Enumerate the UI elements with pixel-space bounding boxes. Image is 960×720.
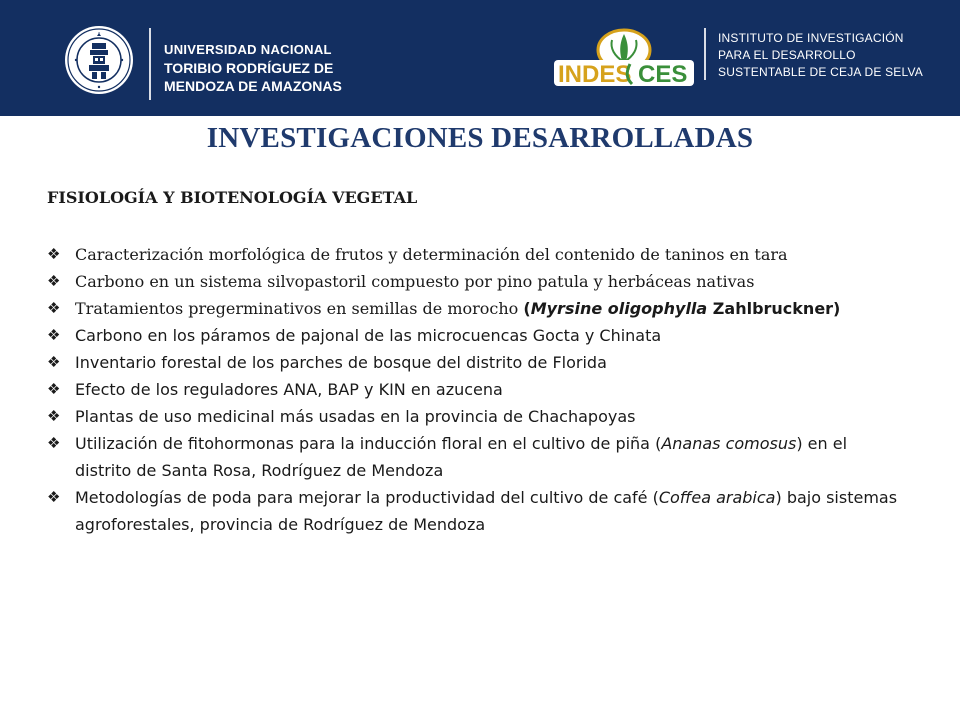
list-item bbox=[47, 323, 907, 350]
university-name-line2: TORIBIO RODRÍGUEZ DE bbox=[164, 60, 334, 76]
header-divider-left bbox=[149, 28, 151, 100]
institute-name-line1: INSTITUTO DE INVESTIGACIÓN bbox=[718, 31, 904, 45]
diamond-bullet-icon: ❖ bbox=[47, 300, 61, 317]
species-name: Ananas comosus bbox=[661, 434, 797, 453]
species-name: Myrsine oligophylla bbox=[530, 299, 708, 318]
list-item-text: Efecto de los reguladores ANA, BAP y KIN en azucena bbox=[75, 380, 503, 399]
list-item-text: ) bajo sistemas agroforestales, provincia de Rodríguez de Mendoza bbox=[75, 488, 898, 534]
university-seal-logo bbox=[64, 25, 134, 95]
diamond-bullet-icon: ❖ bbox=[47, 435, 61, 452]
institute-name-line3: SUSTENTABLE DE CEJA DE SELVA bbox=[718, 65, 923, 79]
list-item bbox=[47, 404, 907, 431]
list-item-text: Carbono en un sistema silvopastoril compuesto por pino patula y herbáceas nativas bbox=[75, 272, 755, 291]
section-title: FISIOLOGÍA Y BIOTENOLOGÍA VEGETAL bbox=[47, 188, 418, 207]
list-item-text: Zahlbruckner) bbox=[707, 299, 841, 318]
university-name-line3: MENDOZA DE AMAZONAS bbox=[164, 78, 342, 94]
diamond-bullet-icon: ❖ bbox=[47, 489, 61, 506]
page-title: INVESTIGACIONES DESARROLLADAS bbox=[206, 122, 754, 154]
list-item bbox=[47, 485, 907, 539]
header-banner bbox=[0, 0, 960, 116]
svg-text:•: • bbox=[97, 30, 101, 36]
institute-name bbox=[718, 30, 923, 81]
list-item-text: Metodologías de poda para mejorar la productividad del cultivo de café ( bbox=[75, 488, 659, 507]
list-item bbox=[47, 377, 907, 404]
indes-ces-logo bbox=[554, 22, 694, 88]
institute-name-line2: PARA EL DESARROLLO bbox=[718, 48, 856, 62]
list-item-text: Plantas de uso medicinal más usadas en la provincia de Chachapoyas bbox=[75, 407, 636, 426]
diamond-bullet-icon: ❖ bbox=[47, 327, 61, 344]
list-item bbox=[47, 431, 907, 485]
diamond-bullet-icon: ❖ bbox=[47, 408, 61, 425]
list-item-text: Tratamientos pregerminativos en semillas de morocho bbox=[75, 299, 524, 318]
research-list bbox=[47, 242, 907, 539]
university-name-line1: UNIVERSIDAD NACIONAL bbox=[164, 42, 332, 57]
list-item bbox=[47, 350, 907, 377]
diamond-bullet-icon: ❖ bbox=[47, 354, 61, 371]
list-item-text: Utilización de fitohormonas para la inducción floral en el cultivo de piña ( bbox=[75, 434, 662, 453]
list-item-text: Inventario forestal de los parches de bosque del distrito de Florida bbox=[75, 353, 607, 372]
list-item-text: Carbono en los páramos de pajonal de las microcuencas Gocta y Chinata bbox=[75, 326, 662, 345]
list-item bbox=[47, 242, 907, 269]
diamond-bullet-icon: ❖ bbox=[47, 381, 61, 398]
diamond-bullet-icon: ❖ bbox=[47, 246, 61, 263]
species-name: Coffea arabica bbox=[658, 488, 776, 507]
svg-text:INDES: INDES bbox=[558, 61, 632, 88]
header-divider-right bbox=[704, 28, 706, 80]
list-item-text: ) en el distrito de Santa Rosa, Rodríguez de Mendoza bbox=[75, 434, 848, 480]
university-name bbox=[164, 41, 342, 95]
list-item-text: Caracterización morfológica de frutos y determinación del contenido de taninos en tara bbox=[75, 245, 788, 264]
list-item bbox=[47, 269, 907, 296]
list-item-text: ( bbox=[523, 299, 531, 318]
svg-text:CES: CES bbox=[638, 61, 688, 88]
diamond-bullet-icon: ❖ bbox=[47, 273, 61, 290]
list-item bbox=[47, 296, 907, 323]
